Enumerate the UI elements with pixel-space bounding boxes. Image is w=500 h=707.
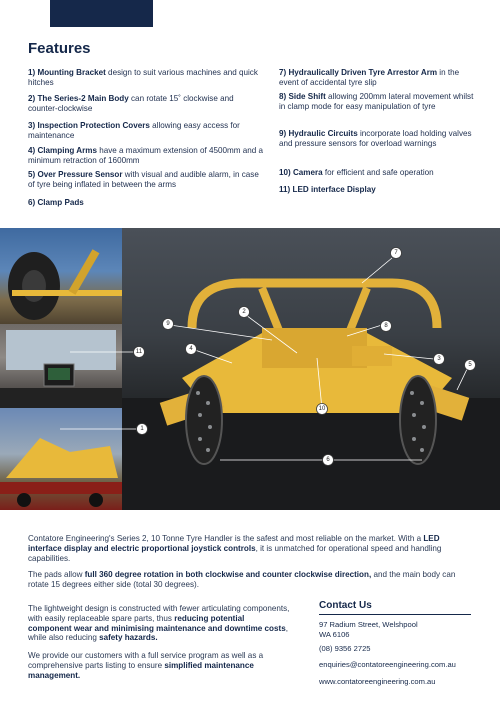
service-paragraph: We provide our customers with a full service program as well as a comprehensive parts listing to ensure simplified maintenance management. xyxy=(28,651,264,680)
feature-item-9: 9) Hydraulic Circuits incorporate load holding valves and pressure sensors for overload warnings xyxy=(279,129,472,148)
contact-address: 97 Radium Street, Welshpool WA 6106 xyxy=(319,620,418,639)
tyre-handler-diagram xyxy=(122,228,500,510)
page-title: Features xyxy=(28,40,91,57)
svg-text:2: 2 xyxy=(242,309,246,315)
callout-3 xyxy=(434,354,445,365)
svg-text:10: 10 xyxy=(318,406,326,412)
contact-phone[interactable]: (08) 9356 2725 xyxy=(319,644,371,653)
rotation-paragraph: The pads allow full 360 degree rotation in both clockwise and counter clockwise direction, and the main body can rotate 15 degrees either side (total 30 degrees). xyxy=(28,570,456,589)
side-shift-block-shape xyxy=(262,328,367,368)
callout-10 xyxy=(317,404,328,415)
callout-6 xyxy=(323,455,334,466)
feature-item-4: 4) Clamping Arms have a maximum extension of 4500mm and a minimum retraction of 1600mm xyxy=(28,146,263,165)
callout-4 xyxy=(186,344,197,355)
design-paragraph: The lightweight design is constructed with fewer articulating components, with easily replaceable spare parts, thus reducing potential component wear and minimising maintenance and downtime costs, while also reducing safety hazards. xyxy=(28,604,290,643)
photo-tyre-handler-main xyxy=(122,228,500,510)
callout-5 xyxy=(465,360,476,371)
intro-paragraph: Contatore Engineering's Series 2, 10 Tonne Tyre Handler is the safest and most reliable on the market. With a LED interface display and electric proportional joystick controls, it is unmatched for operational speed and handling capabilities. xyxy=(28,534,442,563)
clamp-pad-left-shape xyxy=(186,376,222,464)
svg-text:1: 1 xyxy=(140,426,144,432)
svg-text:7: 7 xyxy=(394,250,398,256)
svg-text:6: 6 xyxy=(326,457,330,463)
svg-text:5: 5 xyxy=(468,362,472,368)
feature-item-5: 5) Over Pressure Sensor with visual and audible alarm, in case of tyre being inflated in between the arms xyxy=(28,170,259,189)
svg-text:8: 8 xyxy=(384,323,388,329)
feature-item-6: 6) Clamp Pads xyxy=(28,198,84,207)
svg-text:11: 11 xyxy=(135,349,143,355)
arrestor-arm-shape xyxy=(192,283,437,328)
contact-heading: Contact Us xyxy=(319,600,372,611)
feature-item-8: 8) Side Shift allowing 200mm lateral movement whilst in clamp mode for easy manipulation of tyre xyxy=(279,92,474,111)
contact-divider xyxy=(319,614,471,615)
contact-website[interactable]: www.contatoreengineering.com.au xyxy=(319,677,436,686)
callout-9 xyxy=(163,319,174,330)
callout-2 xyxy=(239,307,250,318)
feature-item-3: 3) Inspection Protection Covers allowing easy access for maintenance xyxy=(28,121,240,140)
callout-8 xyxy=(381,321,392,332)
feature-item-10: 10) Camera for efficient and safe operation xyxy=(279,168,434,177)
feature-item-2: 2) The Series-2 Main Body can rotate 15˚ clockwise and counter-clockwise xyxy=(28,94,234,113)
clamp-pad-right-shape xyxy=(400,376,436,464)
callout-7 xyxy=(391,248,402,259)
contact-email[interactable]: enquiries@contatoreengineering.com.au xyxy=(319,660,456,669)
inspection-cover-shape xyxy=(352,346,392,366)
side-callouts-layer xyxy=(0,228,160,510)
feature-item-7: 7) Hydraulically Driven Tyre Arrestor Arm in the event of accidental tyre slip xyxy=(279,68,460,87)
svg-text:9: 9 xyxy=(166,321,170,327)
leader-line-9 xyxy=(170,325,272,340)
header-color-bar xyxy=(50,0,153,27)
feature-item-1: 1) Mounting Bracket design to suit various machines and quick hitches xyxy=(28,68,258,87)
svg-text:3: 3 xyxy=(437,356,441,362)
feature-item-11: 11) LED interface Display xyxy=(279,185,376,194)
callout-1 xyxy=(137,424,148,435)
callout-11 xyxy=(134,347,145,358)
svg-text:4: 4 xyxy=(189,346,193,352)
